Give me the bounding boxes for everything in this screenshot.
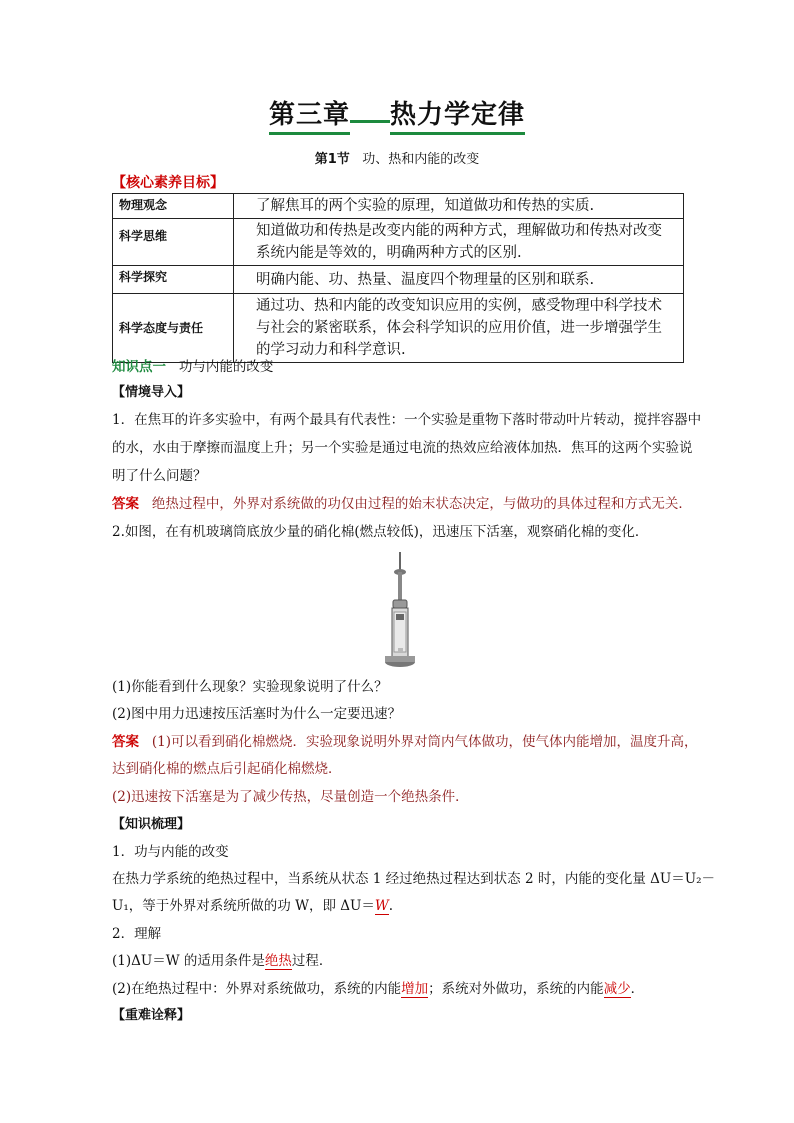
goal-value: 通过功、热和内能的改变知识应用的实例，感受物理中科学技术与社会的紧密联系，体会科学知识的应用价值，进一步增强学生的学习动力和科学意识.: [234, 294, 684, 363]
answer-2-line-2: 达到硝化棉的燃点后引起硝化棉燃烧．: [112, 761, 342, 777]
section-title: [0, 148, 794, 167]
intro-heading: 【情境导入】: [112, 385, 191, 400]
knowledge-point-label: 知识点一: [112, 359, 166, 375]
question-2: 2.如图，在有机玻璃筒底放少量的硝化棉(燃点较低)，迅速压下活塞，观察硝化棉的变化．: [112, 524, 649, 540]
answer-1: [112, 494, 692, 514]
table-row: [113, 219, 684, 266]
knowledge-point-title: 功与内能的改变: [178, 359, 274, 375]
answer-2-line-3: (2)迅速按下活塞是为了减少传热，尽量创造一个绝热条件．: [112, 789, 469, 805]
knowledge-2-title: 2．理解: [112, 926, 162, 942]
chapter-name: 热力学定律: [390, 100, 525, 135]
goal-value: 明确内能、功、热量、温度四个物理量的区别和联系.: [234, 266, 684, 294]
text-fragment: (2)在绝热过程中：外界对系统做功，系统的内能: [112, 981, 402, 997]
answer-text: 绝热过程中，外界对系统做的功仅由过程的始末状态决定，与做功的具体过程和方式无关．: [151, 496, 692, 512]
difficulty-heading: 【重难诠释】: [112, 1008, 191, 1023]
table-row: [113, 294, 684, 363]
goal-key: 科学思维: [113, 219, 234, 266]
knowledge-2-sub-2: [112, 979, 644, 999]
goal-key: 物理观念: [113, 194, 234, 219]
question-2-sub-1: (1)你能看到什么现象？实验现象说明了什么？: [112, 679, 388, 695]
text-fragment: ．: [630, 981, 645, 997]
answer-label: 答案: [112, 734, 139, 750]
question-1-line-2: 的水，水由于摩擦而温度上升；另一个实验是通过电流的热效应给液体加热．焦耳的这两个实验说: [112, 440, 693, 456]
core-goals-table: [112, 193, 684, 363]
text-fragment: .: [388, 898, 394, 914]
fill-blank: 绝热: [264, 953, 292, 969]
question-1-line-1: 1．在焦耳的许多实验中，有两个最具有代表性：一个实验是重物下落时带动叶片转动，搅拌容器中: [112, 412, 702, 428]
answer-text: (1)可以看到硝化棉燃烧．实验现象说明外界对筒内气体做功，使气体内能增加，温度升高，: [151, 734, 698, 750]
question-2-sub-2: (2)图中用力迅速按压活塞时为什么一定要迅速？: [112, 706, 402, 722]
goal-key: 科学态度与责任: [113, 294, 234, 363]
text-fragment: ；系统对外做功，系统的内能: [428, 981, 604, 997]
answer-label: 答案: [112, 496, 139, 512]
section-number: 第1节: [314, 152, 350, 167]
table-row: [113, 194, 684, 219]
goal-value: 了解焦耳的两个实验的原理，知道做功和传热的实质.: [234, 194, 684, 219]
chapter-title: [0, 94, 794, 131]
compression-cylinder-figure: [382, 552, 418, 670]
knowledge-1-line-1: 在热力学系统的绝热过程中，当系统从状态 1 经过绝热过程达到状态 2 时，内能的变化量 ΔU＝U₂－: [112, 871, 716, 887]
text-fragment: U₁，等于外界对系统所做的功 W，即 ΔU＝: [112, 898, 375, 914]
goal-value: 知道做功和传热是改变内能的两种方式，理解做功和传热对改变系统内能是等效的，明确两种方式的区别.: [234, 219, 684, 266]
chapter-label: 第三章: [269, 100, 350, 135]
knowledge-1-title: 1．功与内能的改变: [112, 844, 229, 860]
core-goals-heading: 【核心素养目标】: [112, 175, 224, 191]
fill-blank: 增加: [401, 981, 429, 997]
question-1-line-3: 明了什么问题？: [112, 468, 207, 484]
table-row: [113, 266, 684, 294]
answer-2-line-1: [112, 732, 698, 752]
knowledge-point-heading: [112, 357, 273, 377]
text-fragment: 过程．: [291, 953, 333, 969]
fill-blank: 减少: [603, 981, 631, 997]
text-fragment: (1)ΔU＝W 的适用条件是: [112, 953, 265, 969]
review-heading: 【知识梳理】: [112, 817, 191, 832]
section-name: 功、热和内能的改变: [362, 152, 480, 167]
fill-blank: W: [374, 898, 389, 914]
knowledge-2-sub-1: [112, 951, 332, 971]
goal-key: 科学探究: [113, 266, 234, 294]
knowledge-1-line-2: [112, 896, 393, 916]
